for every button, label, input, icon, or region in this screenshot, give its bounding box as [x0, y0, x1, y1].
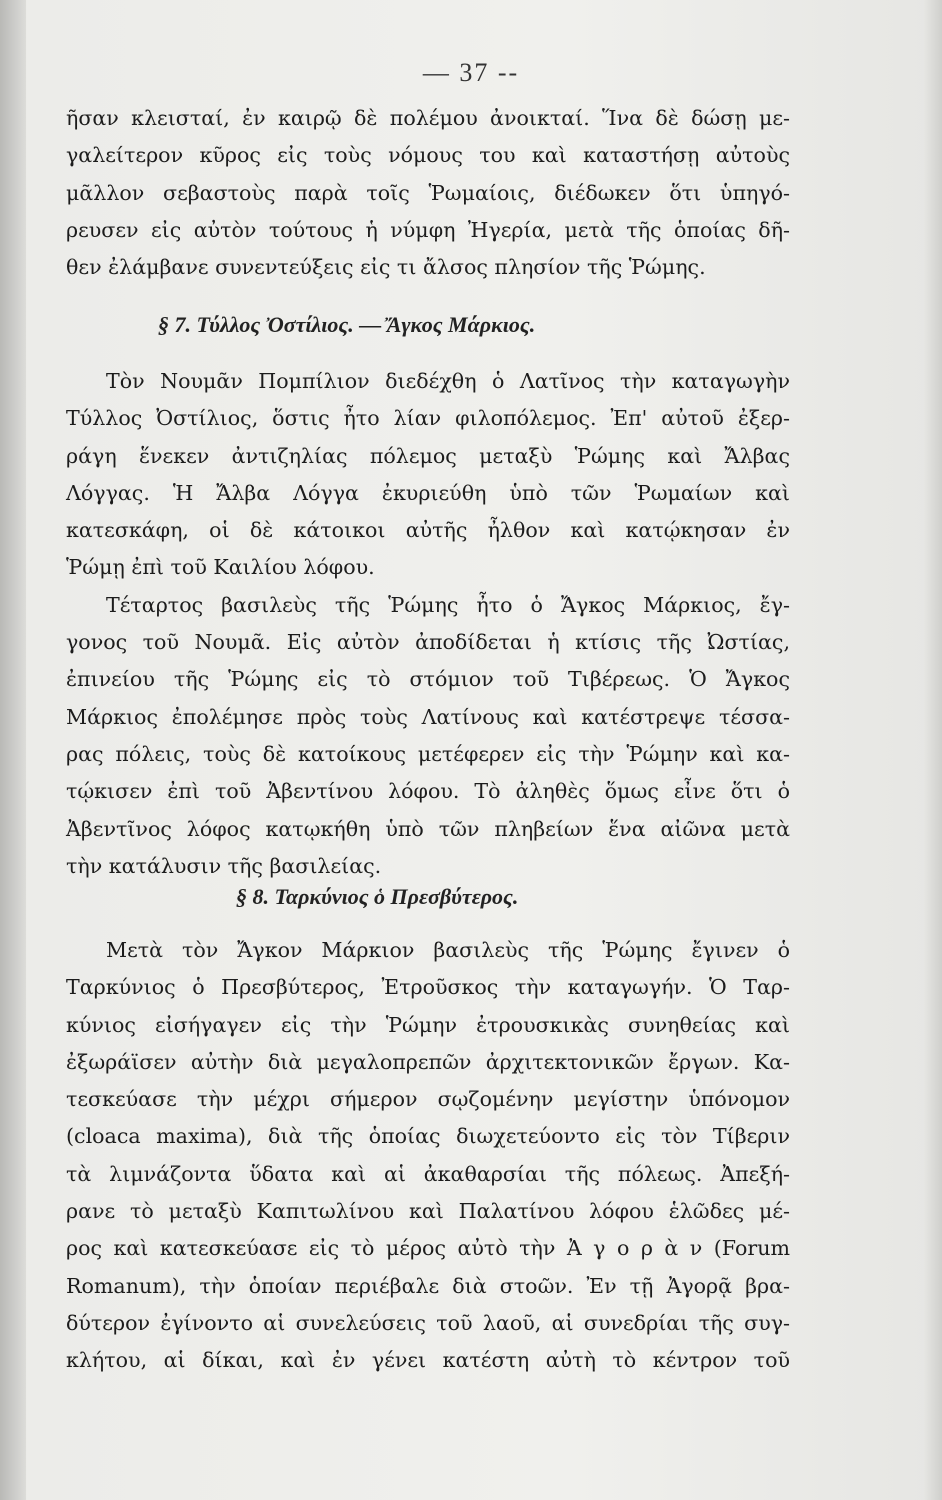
text-line: Μετὰ τὸν Ἄγκον Μάρκιον βασιλεὺς τῆς Ῥώμης ἔγινεν ὁ: [106, 938, 790, 962]
text-line: Μάρκιος ἐπολέμησε πρὸς τοὺς Λατίνους καὶ κατέστρεψε τέσσα-: [66, 704, 790, 729]
text-line: κλήτου, αἱ δίκαι, καὶ ἐν γένει κατέστη αὐτὴ τὸ κέντρον τοῦ: [66, 1348, 790, 1373]
page-edge-shadow: [924, 0, 942, 1500]
text-line: ῆσαν κλεισταί, ἐν καιρῷ δὲ πολέμου ἀνοικταί. Ἵνα δὲ δώσῃ με-: [66, 106, 790, 130]
text-line: ρανε τὸ μεταξὺ Καπιτωλίνου καὶ Παλατίνου λόφου ἑλῶδες μέ-: [66, 1199, 790, 1224]
paragraph-1: [66, 100, 790, 286]
text-line: Ῥώμῃ ἐπὶ τοῦ Καιλίου λόφου.: [66, 555, 375, 580]
text-line: θεν ἐλάμβανε συνεντεύξεις εἰς τι ἄλσος πλησίον τῆς Ῥώμης.: [66, 255, 706, 280]
text-line: μᾶλλον σεβαστοὺς παρὰ τοῖς Ῥωμαίοις, διέδωκεν ὅτι ὑπηγό-: [66, 180, 790, 205]
text-line: τῴκισεν ἐπὶ τοῦ Ἀβεντίνου λόφου. Τὸ ἀληθὲς ὅμως εἶνε ὅτι ὁ: [66, 779, 790, 804]
text-line: Romanum), τὴν ὁποίαν περιέβαλε διὰ στοῶν. Ἐν τῇ Ἀγορᾷ βρα-: [66, 1273, 790, 1298]
text-line: γονος τοῦ Νουμᾶ. Εἰς αὐτὸν ἀποδίδεται ἡ κτίσις τῆς Ὠστίας,: [66, 630, 790, 655]
text-line: ράγη ἕνεκεν ἀντιζηλίας πόλεμος μεταξὺ Ῥώμης καὶ Ἄλβας: [66, 443, 790, 468]
text-line: γαλείτερον κῦρος εἰς τοὺς νόμους του καὶ καταστήσῃ αὐτοὺς: [66, 143, 790, 168]
text-line: Τὸν Νουμᾶν Πομπίλιον διεδέχθη ὁ Λατῖνος τὴν καταγωγὴν: [106, 369, 790, 393]
text-line: τὴν κατάλυσιν τῆς βασιλείας.: [66, 853, 382, 878]
text-line: τὰ λιμνάζοντα ὕδατα καὶ αἱ ἀκαθαρσίαι τῆς πόλεως. Ἀπεξή-: [66, 1161, 790, 1186]
text-line: κατεσκάφη, οἱ δὲ κάτοικοι αὐτῆς ἦλθον καὶ κατῴκησαν ἐν: [66, 518, 790, 543]
text-line: Τύλλος Ὀστίλιος, ὅστις ἦτο λίαν φιλοπόλεμος. Ἐπ' αὐτοῦ ἐξερ-: [66, 406, 790, 431]
text-line: ἐπινείου τῆς Ῥώμης εἰς τὸ στόμιον τοῦ Τιβέρεως. Ὁ Ἄγκος: [66, 667, 790, 692]
text-line: Ἀβεντῖνος λόφος κατῳκήθη ὑπὸ τῶν πληβείων ἕνα αἰῶνα μετὰ: [66, 816, 790, 841]
section-heading-8: § 8. Ταρκύνιος ὁ Πρεσβύτερος.: [236, 884, 519, 909]
text-line: Λόγγας. Ἡ Ἄλβα Λόγγα ἐκυριεύθη ὑπὸ τῶν Ῥωμαίων καὶ: [66, 480, 790, 505]
text-line: τεσκεύασε τὴν μέχρι σήμερον σῳζομένην μεγίστην ὑπόνομον: [66, 1087, 790, 1112]
text-line: Ταρκύνιος ὁ Πρεσβύτερος, Ἐτροῦσκος τὴν καταγωγήν. Ὁ Ταρ-: [66, 975, 790, 1000]
text-line: ἐξωράϊσεν αὐτὴν διὰ μεγαλοπρεπῶν ἀρχιτεκτονικῶν ἔργων. Κα-: [66, 1049, 790, 1074]
section-heading-7: § 7. Τύλλος Ὀστίλιος. — Ἄγκος Μάρκιος.: [158, 312, 536, 337]
text-line: ρας πόλεις, τοὺς δὲ κατοίκους μετέφερεν εἰς τὴν Ῥώμην καὶ κα-: [66, 741, 790, 766]
text-line: Τέταρτος βασιλεὺς τῆς Ῥώμης ἦτο ὁ Ἄγκος Μάρκιος, ἔγ-: [106, 592, 790, 617]
text-line: (cloaca maxima), διὰ τῆς ὁποίας διωχετεύοντο εἰς τὸν Τίβεριν: [66, 1124, 790, 1149]
text-line: κύνιος εἰσήγαγεν εἰς τὴν Ῥώμην ἐτρουσκικὰς συνηθείας καὶ: [66, 1012, 790, 1037]
text-line: δύτερον ἐγίνοντο αἱ συνελεύσεις τοῦ λαοῦ, αἱ συνεδρίαι τῆς συγ-: [66, 1310, 790, 1335]
text-line: ρευσεν εἰς αὐτὸν τούτους ἡ νύμφη Ἠγερία, μετὰ τῆς ὁποίας δῆ-: [66, 217, 790, 242]
paragraph-2: [66, 363, 790, 885]
page-number: — 37 --: [422, 58, 520, 87]
text-line: ρος καὶ κατεσκεύασε εἰς τὸ μέρος αὐτὸ τὴν Ἀ γ ο ρ ὰ ν (Forum: [66, 1236, 790, 1261]
page-gutter-shadow: [0, 0, 26, 1500]
paragraph-4: [66, 932, 790, 1380]
